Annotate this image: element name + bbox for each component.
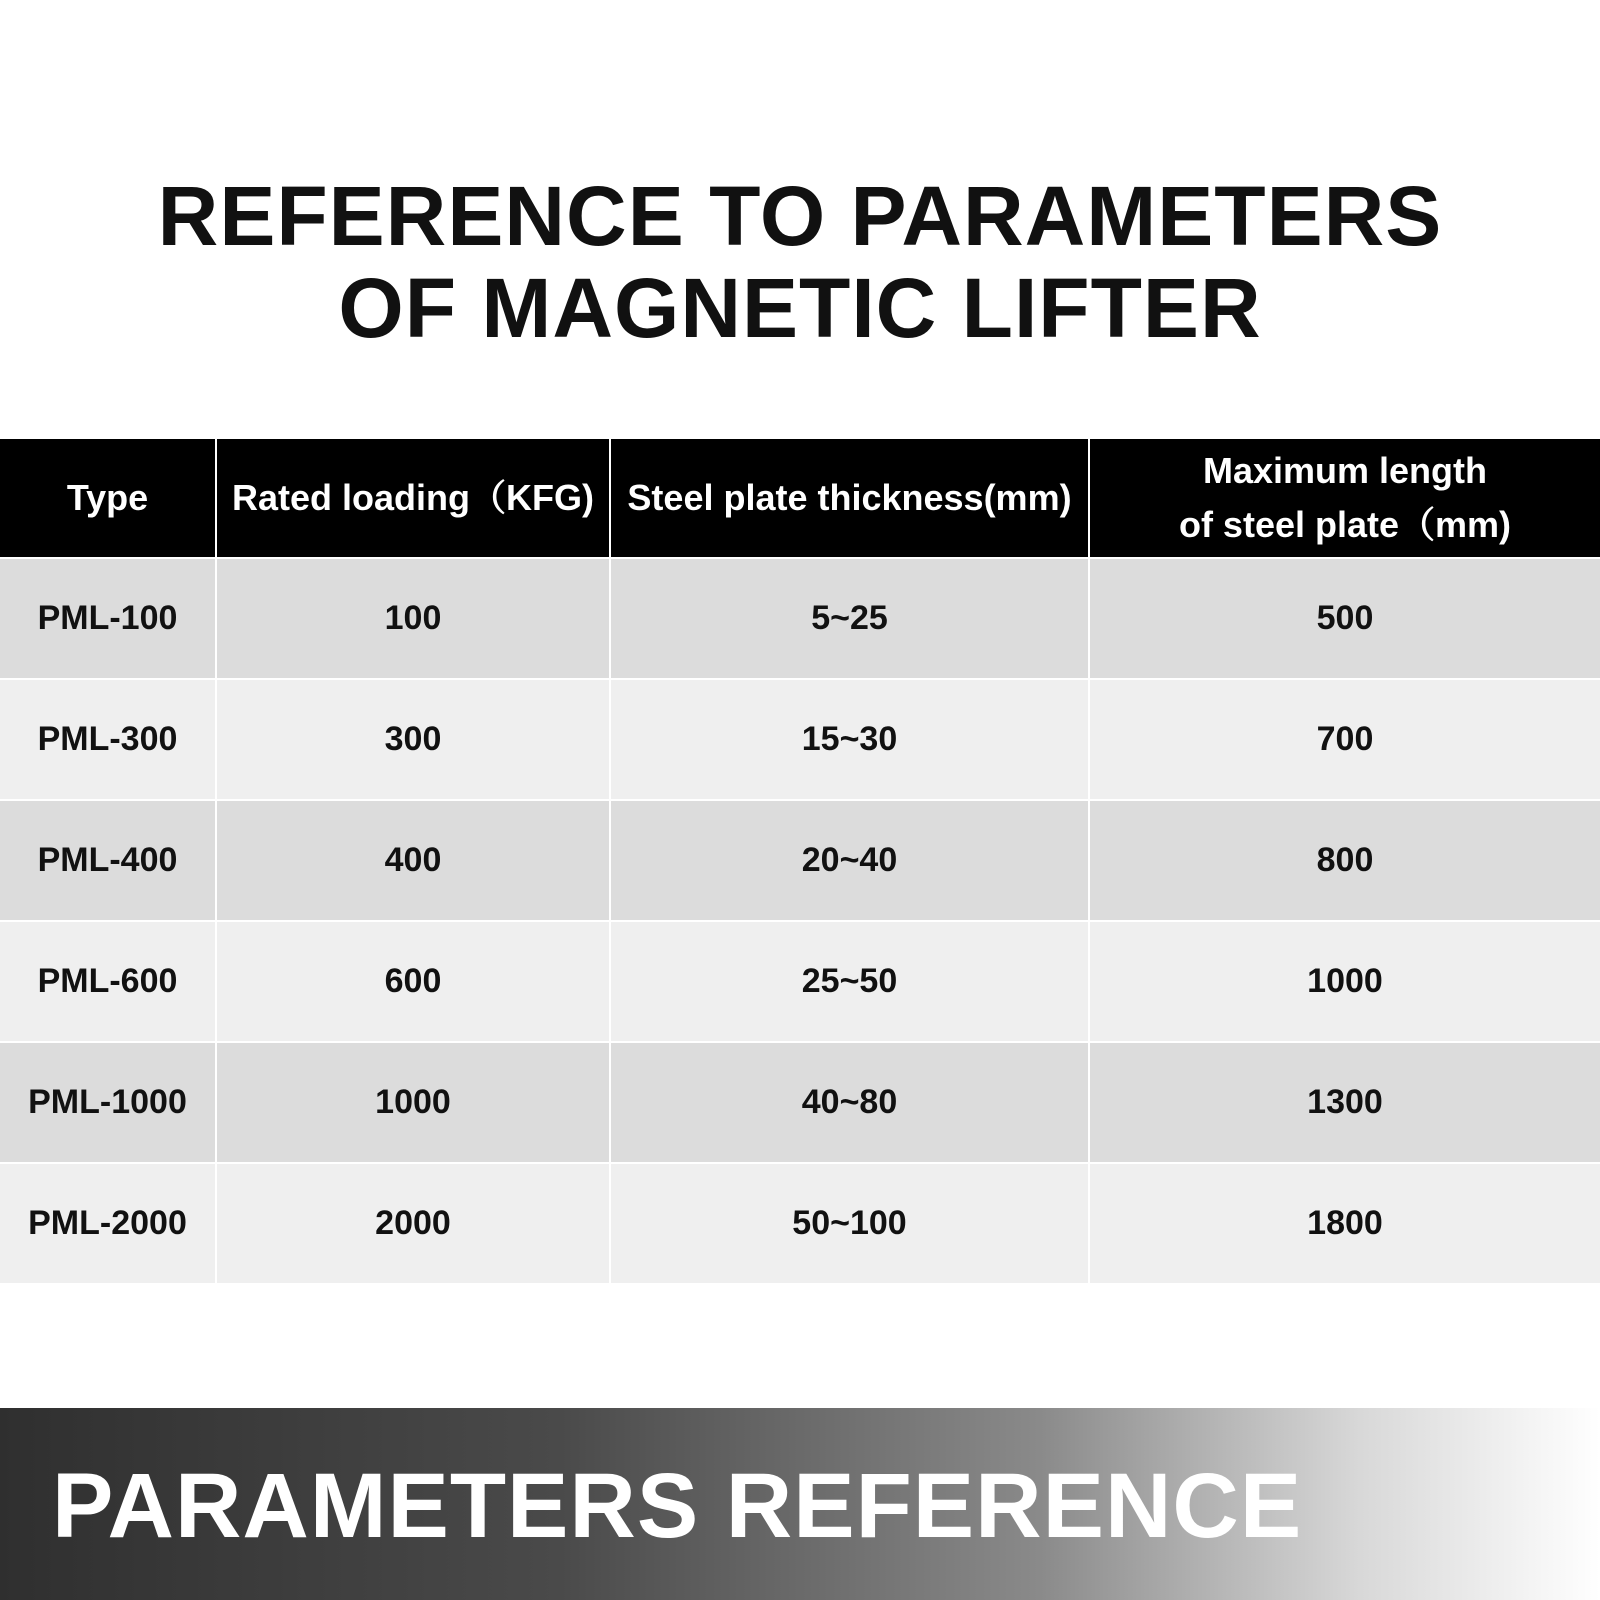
cell-max-length: 1300: [1089, 1042, 1600, 1163]
cell-max-length: 800: [1089, 800, 1600, 921]
cell-rated-loading: 300: [216, 679, 610, 800]
header-max-length-line-2: of steel plate（mm): [1178, 504, 1512, 545]
cell-thickness: 20~40: [610, 800, 1089, 921]
table-row: [0, 921, 1600, 1042]
cell-type: PML-600: [0, 921, 216, 1042]
cell-type: PML-300: [0, 679, 216, 800]
cell-thickness: 5~25: [610, 558, 1089, 679]
title-line-2: OF MAGNETIC LIFTER: [338, 261, 1262, 355]
cell-rated-loading: 600: [216, 921, 610, 1042]
table-row: [0, 800, 1600, 921]
cell-thickness: 15~30: [610, 679, 1089, 800]
cell-type: PML-1000: [0, 1042, 216, 1163]
cell-thickness: 25~50: [610, 921, 1089, 1042]
cell-max-length: 700: [1089, 679, 1600, 800]
cell-thickness: 50~100: [610, 1163, 1089, 1283]
table-row: [0, 1042, 1600, 1163]
cell-max-length: 500: [1089, 558, 1600, 679]
cell-type: PML-2000: [0, 1163, 216, 1283]
page-title: [0, 170, 1600, 354]
header-max-length: [1089, 439, 1600, 558]
parameters-table: [0, 439, 1600, 1283]
cell-rated-loading: 1000: [216, 1042, 610, 1163]
cell-rated-loading: 2000: [216, 1163, 610, 1283]
header-thickness: Steel plate thickness(mm): [610, 439, 1089, 558]
header-max-length-line-1: Maximum length: [1202, 450, 1488, 491]
cell-max-length: 1800: [1089, 1163, 1600, 1283]
footer-banner: [0, 1408, 1600, 1600]
cell-rated-loading: 400: [216, 800, 610, 921]
header-rated-loading: Rated loading（KFG): [216, 439, 610, 558]
footer-banner-label: PARAMETERS REFERENCE: [52, 1455, 1303, 1557]
cell-type: PML-400: [0, 800, 216, 921]
table-header-row: [0, 439, 1600, 558]
table-row: [0, 1163, 1600, 1283]
cell-thickness: 40~80: [610, 1042, 1089, 1163]
cell-rated-loading: 100: [216, 558, 610, 679]
table-row: [0, 558, 1600, 679]
title-line-1: REFERENCE TO PARAMETERS: [157, 169, 1443, 263]
table-row: [0, 679, 1600, 800]
cell-max-length: 1000: [1089, 921, 1600, 1042]
header-type: Type: [0, 439, 216, 558]
cell-type: PML-100: [0, 558, 216, 679]
